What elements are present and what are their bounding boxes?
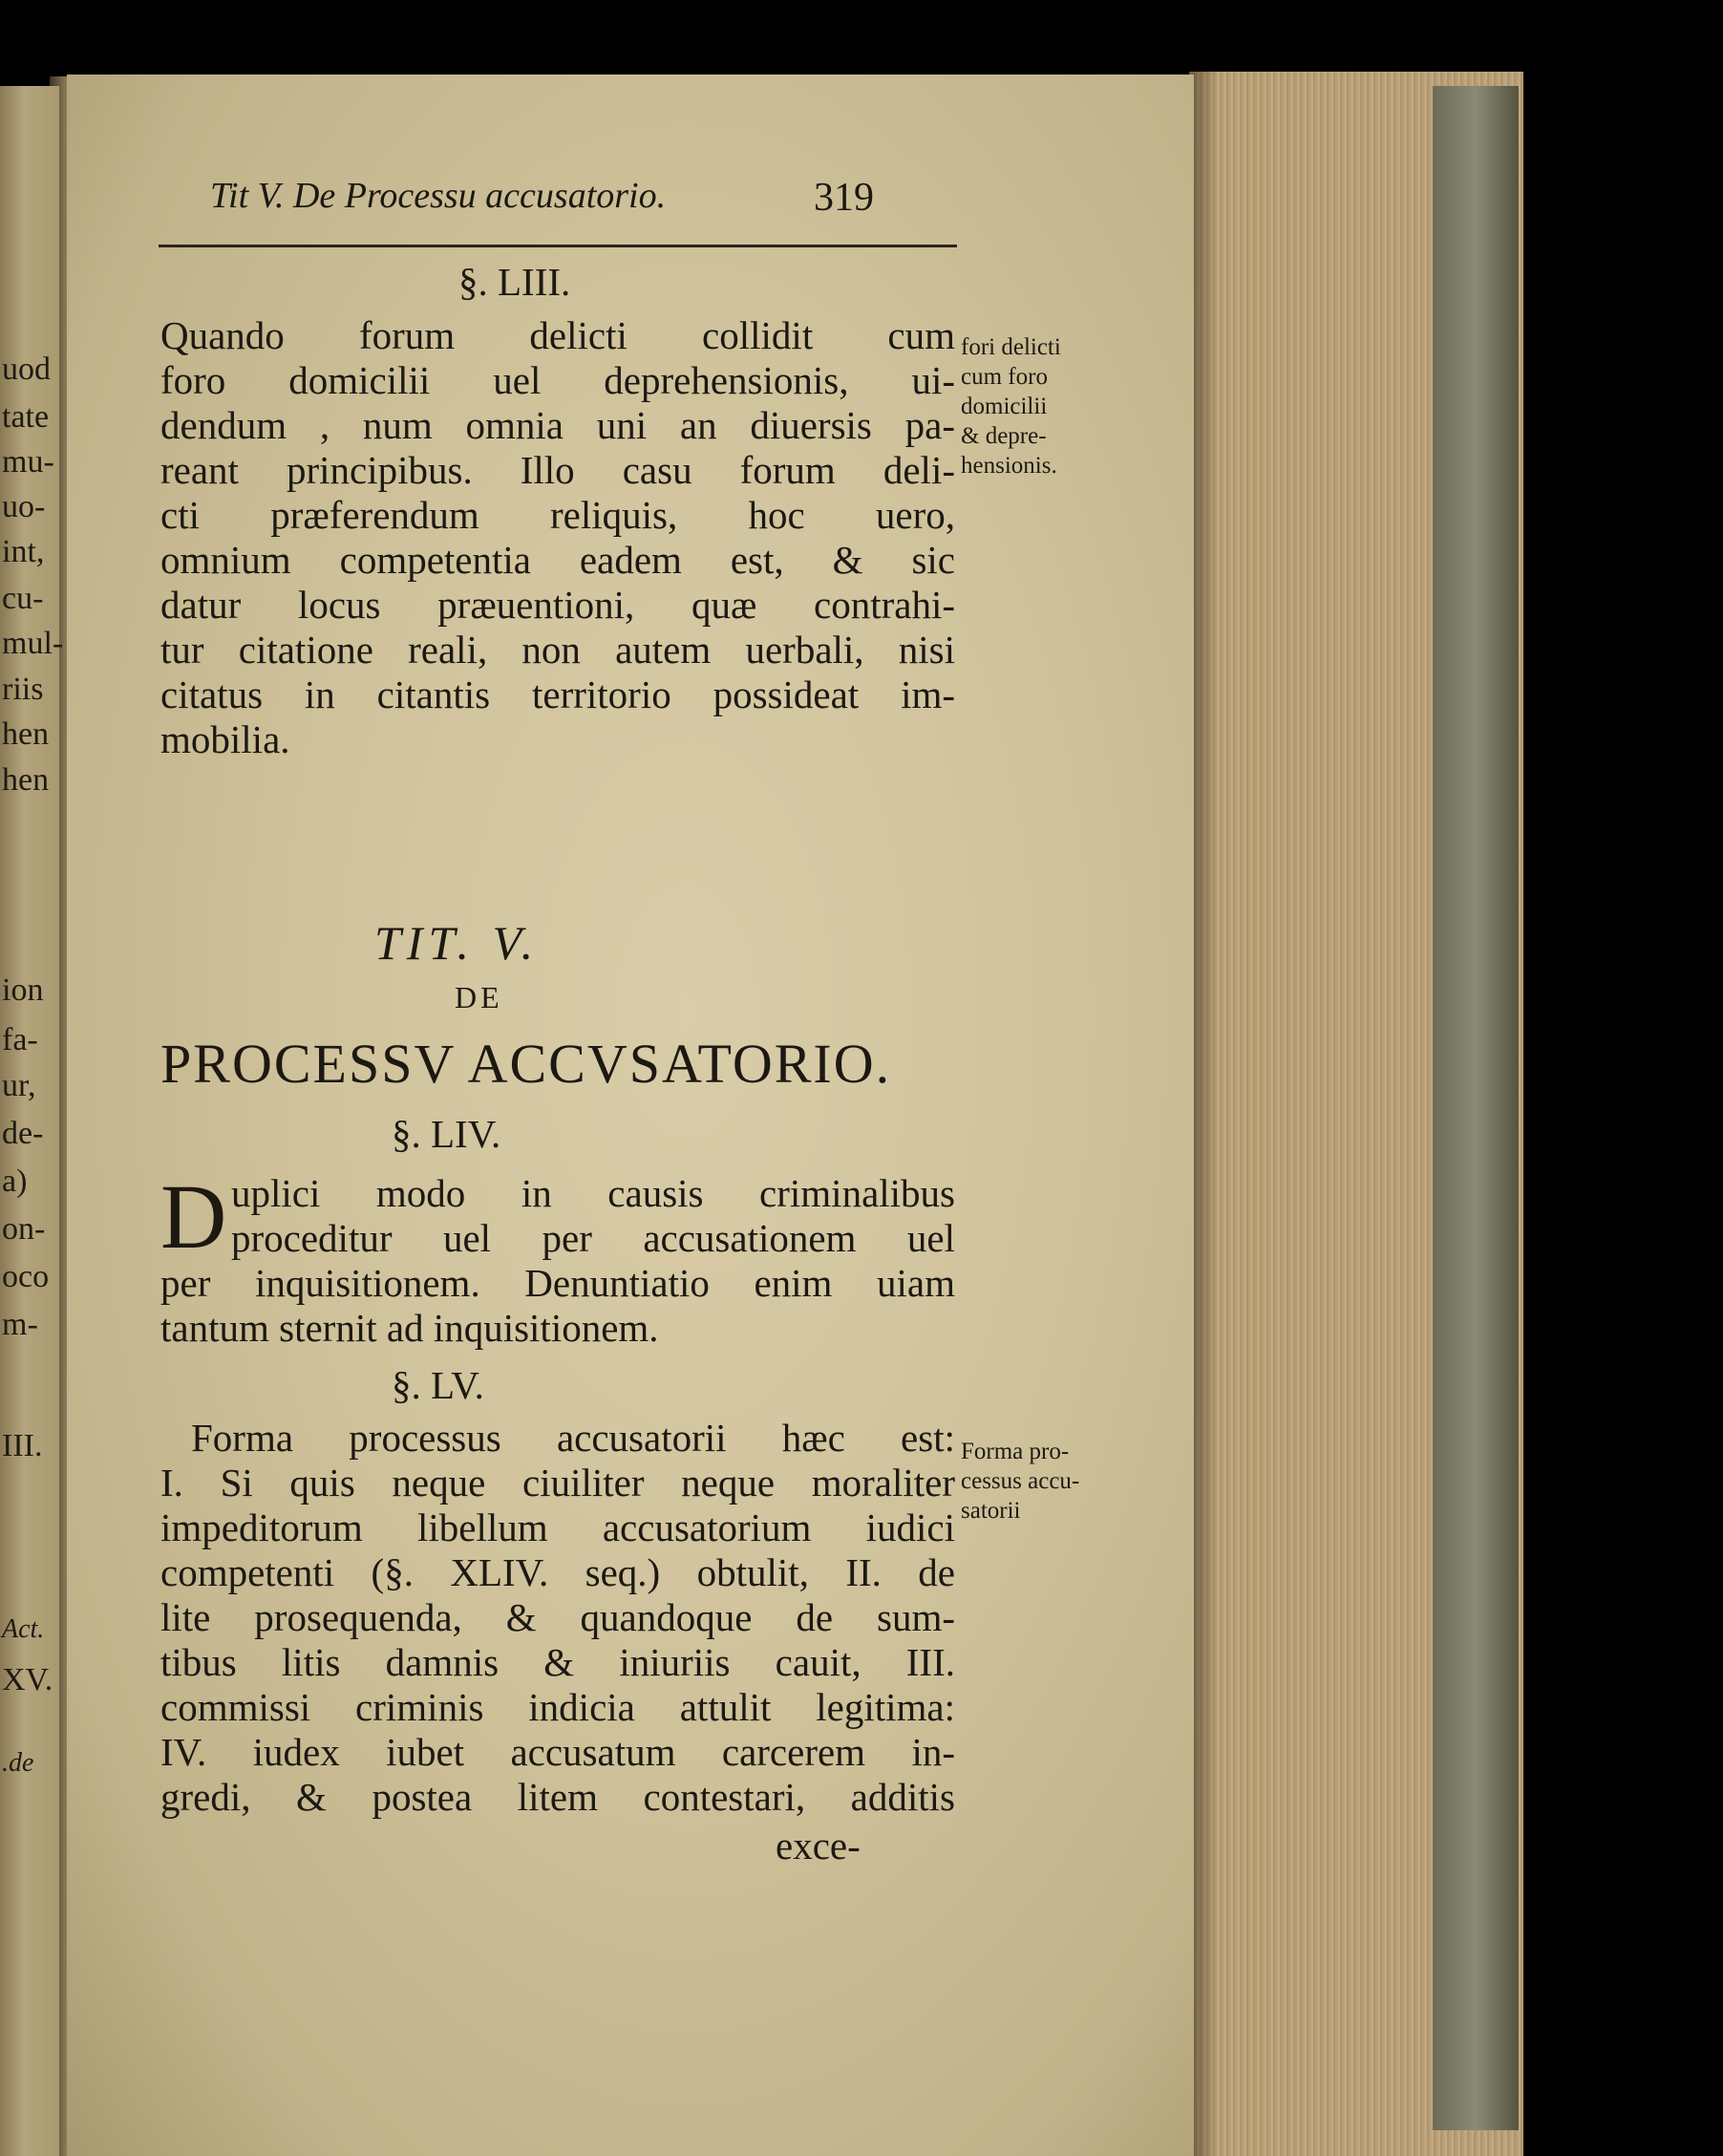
prev-page-fragment: III. [2,1428,43,1463]
prev-page-fragment: tate [2,399,50,435]
marginal-note-line: cum foro [961,364,1048,390]
prev-page-fragment: ur, [2,1068,36,1103]
marginal-note-line: Forma pro- [961,1439,1070,1464]
prev-page-fragment: m- [2,1307,38,1342]
section-55-line: I. Si quis neque ciuiliter neque moraliter [160,1461,955,1505]
prev-page-fragment: mul- [2,626,64,661]
drop-cap: D [160,1165,227,1268]
previous-page-edge [0,86,64,2156]
section-53-line: mobilia. [160,717,290,761]
section-53-line: tur citatione reali, non autem uerbali, nisi [160,628,955,672]
prev-page-fragment: oco [2,1259,50,1294]
section-53-line: datur locus præuentioni, quæ contrahi- [160,583,955,627]
section-53-line: Quando forum delicti collidit cum [160,313,955,357]
prev-page-fragment: .de [2,1748,34,1778]
book-page [67,75,1194,2156]
prev-page-fragment: mu- [2,444,54,480]
section-53-line: citatus in citantis territorio possideat im- [160,672,955,716]
prev-page-fragment: hen [2,716,50,752]
marginal-note-line: hensionis. [961,453,1057,479]
section-heading: §. LIII. [458,260,571,304]
section-55-line: IV. iudex iubet accusatum carcerem in- [160,1730,955,1774]
section-heading: §. LIV. [392,1112,501,1156]
marginal-note-line: cessus accu- [961,1468,1080,1494]
section-53-line: foro domicilii uel deprehensionis, ui- [160,358,955,402]
prev-page-fragment: ion [2,972,44,1008]
prev-page-fragment: a) [2,1163,28,1199]
page-number: 319 [814,176,874,220]
title-de: DE [455,980,503,1014]
prev-page-fragment: hen [2,762,50,798]
section-54-line: uplici modo in causis criminalibus [231,1171,955,1215]
section-55-line: lite prosequenda, & quandoque de sum- [160,1595,955,1639]
running-title: Tit V. De Processu accusatorio. [210,176,667,216]
catchword: exce- [776,1824,861,1868]
book-cover-edge [1433,86,1519,2130]
marginal-note-line: fori delicti [961,334,1061,360]
prev-page-fragment: Act. [2,1614,45,1644]
prev-page-fragment: de- [2,1116,44,1151]
section-54-line: tantum sternit ad inquisitionem. [160,1306,659,1350]
section-54-line: proceditur uel per accusationem uel [231,1216,955,1260]
header-rule [159,245,957,247]
section-55-line: commissi criminis indicia attulit legitima: [160,1685,955,1729]
section-54-line: per inquisitionem. Denuntiatio enim uiam [160,1261,955,1305]
section-55-line: tibus litis damnis & iniuriis cauit, III. [160,1640,955,1684]
prev-page-fragment: on- [2,1211,46,1247]
prev-page-fragment: uod [2,352,51,387]
title-tit: TIT. V. [374,916,540,970]
title-main: PROCESSV ACCVSATORIO. [160,1033,892,1095]
prev-page-fragment: int, [2,534,45,569]
section-55-line: Forma processus accusatorii hæc est: [191,1416,955,1460]
prev-page-fragment: cu- [2,581,44,616]
section-55-line: impeditorum libellum accusatorium iudici [160,1505,955,1549]
section-55-line: gredi, & postea litem contestari, additis [160,1775,955,1819]
section-53-line: omnium competentia eadem est, & sic [160,538,955,582]
prev-page-fragment: riis [2,672,44,707]
section-53-line: reant principibus. Illo casu forum deli- [160,448,955,492]
prev-page-fragment: uo- [2,489,46,524]
prev-page-fragment: fa- [2,1022,38,1057]
marginal-note-line: & depre- [961,423,1047,449]
section-55-line: competenti (§. XLIV. seq.) obtulit, II. de [160,1550,955,1594]
prev-page-fragment: XV. [2,1662,53,1697]
section-53-line: cti præferendum reliquis, hoc uero, [160,493,955,537]
section-heading: §. LV. [392,1363,484,1407]
marginal-note-line: satorii [961,1498,1021,1524]
marginal-note-line: domicilii [961,394,1048,419]
section-53-line: dendum , num omnia uni an diuersis pa- [160,403,955,447]
